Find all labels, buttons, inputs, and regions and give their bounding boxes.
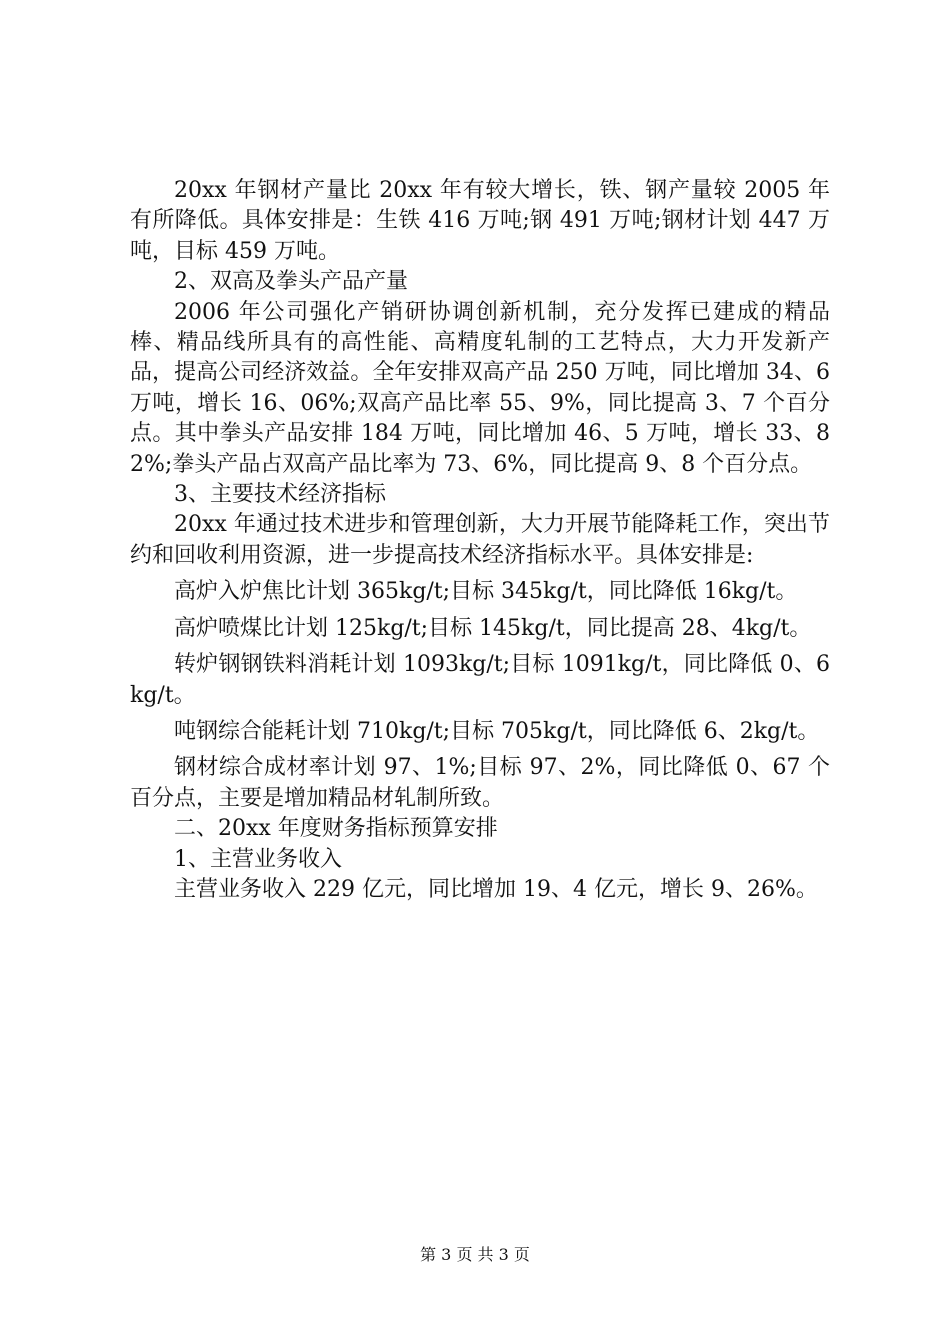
document-body	[130, 176, 830, 905]
paragraph-double-high-products: 2006 年公司强化产销研协调创新机制，充分发挥已建成的精品棒、精品线所具有的高性能、高精度轧制的工艺特点，大力开发新产品，提高公司经济效益。全年安排双高产品 250 万吨，同比增加 34、6 万吨，增长 16、06%;双高产品比率 55、9%，同比提高 3、7 个百分点。其中拳头产品安排 184 万吨，同比增加 46、5 万吨，增长 33、82%;拳头产品占双高产品比率为 73、6%，同比提高 9、8 个百分点。	[130, 299, 830, 477]
paragraph-converter-consumption: 转炉钢钢铁料消耗计划 1093kg/t;目标 1091kg/t，同比降低 0、6kg/t。	[130, 652, 830, 708]
paragraph-energy-consumption: 吨钢综合能耗计划 710kg/t;目标 705kg/t，同比降低 6、2kg/t。	[174, 718, 820, 744]
paragraph-main-business-income: 主营业务收入 229 亿元，同比增加 19、4 亿元，增长 9、26%。	[174, 876, 818, 902]
paragraph-steel-output: 20xx 年钢材产量比 20xx 年有较大增长，铁、钢产量较 2005 年有所降低。具体安排是：生铁 416 万吨;钢 491 万吨;钢材计划 447 万吨，目标 459 万吨。	[130, 178, 830, 264]
heading-double-high-products: 2、双高及拳头产品产量	[174, 269, 408, 295]
heading-financial-budget: 二、20xx 年度财务指标预算安排	[174, 816, 498, 842]
heading-main-business-income: 1、主营业务收入	[174, 846, 342, 872]
paragraph-technical-economic-indicators: 20xx 年通过技术进步和管理创新，大力开展节能降耗工作，突出节约和回收利用资源，进一步提高技术经济指标水平。具体安排是:	[130, 512, 830, 568]
paragraph-yield-rate: 钢材综合成材率计划 97、1%;目标 97、2%，同比降低 0、67 个百分点，主要是增加精品材轧制所致。	[130, 755, 830, 811]
page-number-footer: 第 3 页 共 3 页	[420, 1245, 530, 1264]
paragraph-coal-injection: 高炉喷煤比计划 125kg/t;目标 145kg/t，同比提高 28、4kg/t。	[174, 615, 812, 641]
heading-technical-economic-indicators: 3、主要技术经济指标	[174, 482, 386, 508]
paragraph-coke-ratio: 高炉入炉焦比计划 365kg/t;目标 345kg/t，同比降低 16kg/t。	[174, 579, 798, 605]
